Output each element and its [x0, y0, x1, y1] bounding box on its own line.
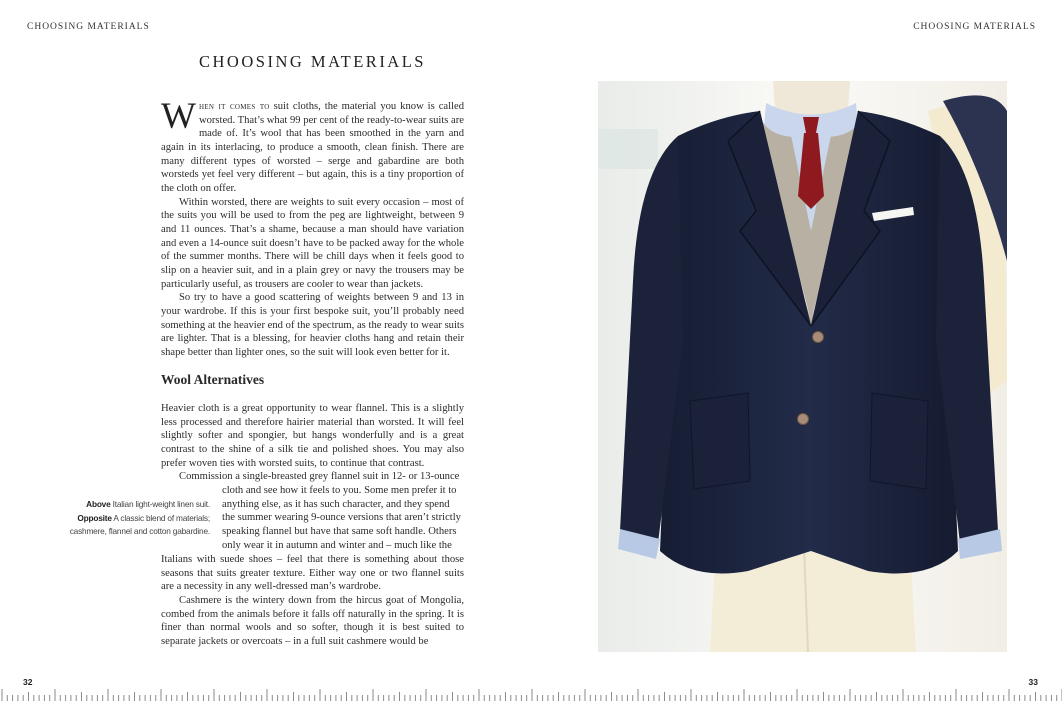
lead-in-smallcaps: hen it comes to: [198, 101, 270, 112]
subheading-wool-alternatives: Wool Alternatives: [161, 372, 265, 387]
chapter-title: CHOOSING MATERIALS: [199, 52, 426, 71]
caption-opposite: [70, 512, 210, 526]
intro-paragraph-1-text: suit cloths, the material you know is called worsted. That’s what 99 per cent of the ready-to-wear suits are made of. It’s wool that has been smoothed in the yarn and again in its interlacing, to produce a smooth, clean finish. There are many different types of worsted – serge and gabardine are both worsteds yet feel very different – but again, this is a tiny proportion of the cloth on offer.: [161, 101, 464, 194]
photo-caption: [70, 498, 210, 539]
wool-line-5: speaking flannel but have that same soft handle. Others: [222, 525, 457, 537]
intro-text: [161, 96, 464, 359]
caption-above-text: Italian light-weight linen suit.: [110, 499, 210, 509]
tick-ruler: [0, 687, 1062, 701]
caption-opposite-label: Opposite: [77, 512, 112, 523]
running-head-right: CHOOSING MATERIALS: [913, 22, 1036, 32]
wool-paragraph-2-end: Italians with suede shoes – feel that there is something about those seasons that suits greater texture. Either way one or two flannel suits are a necessity in any well-dressed man’s wardrobe.: [161, 554, 464, 593]
intro-paragraph-3: So try to have a good scattering of weights between 9 and 13 in your wardrobe. If this is your first bespoke suit, you’ll probably need something at the heavier end of the spectrum, as the ready to wear suits are lighter. That is a blessing, for heavier cloths hang and retain their shape better than lighter ones, so the suit will look even better for it.: [161, 292, 464, 358]
wool-line-4: the summer wearing 9-ounce versions that aren’t strictly: [222, 512, 461, 524]
wool-text-continued: [161, 553, 464, 649]
caption-above: [70, 498, 210, 512]
running-head-left: CHOOSING MATERIALS: [27, 22, 150, 32]
page-number-right: 33: [1028, 677, 1038, 687]
intro-paragraph-1: [161, 96, 464, 196]
wool-paragraph-1: Heavier cloth is a great opportunity to wear flannel. This is a slightly less processed and therefore hairier material than worsted. It will feel slightly softer and spongier, but hangs wonderfully and is a great contrast to the shine of a silk tie and polished shoes. You may also prefer woven ties with worsted suits, to continue that contrast.: [161, 403, 464, 469]
page-number-left: 32: [23, 677, 33, 687]
wool-line-2: cloth and see how it feels to you. Some men prefer it to: [222, 484, 457, 496]
mannequin-illustration: [598, 81, 1007, 652]
intro-paragraph-2: Within worsted, there are weights to suit every occasion – most of the suits you will be used to from the peg are lightweight, between 9 and 11 ounces. That’s a shame, because a man should have variation and even a 14-ounce suit doesn’t have to be packed away for the whole of the summer months. There will be chill days when it feels good to slip on a heavier suit, and in a plain grey or navy the trousers may be particularly useful, as trousers are cooler to wear than jackets.: [161, 196, 464, 290]
wool-line-1: Commission a single-breasted grey flannel suit in 12- or 13-ounce: [179, 471, 460, 483]
caption-opposite-line-2: cashmere, flannel and cotton gabardine.: [69, 526, 210, 537]
drop-cap: W: [161, 96, 196, 137]
wool-line-6: only wear it in autumn and winter and – much like the: [222, 539, 452, 551]
suit-photo: [598, 81, 1007, 652]
caption-above-label: Above: [86, 499, 111, 509]
caption-opposite-text: A classic blend of materials;: [111, 512, 210, 523]
wool-paragraph-3: Cashmere is the wintery down from the hircus goat of Mongolia, combed from the animals before it falls off naturally in the spring. It is finer than normal wools and so softer, though it is best suited to separate jackets or overcoats – in a full suit cashmere would be: [161, 594, 464, 647]
wool-line-3: anything else, as it has such character, and they spend: [222, 498, 450, 510]
